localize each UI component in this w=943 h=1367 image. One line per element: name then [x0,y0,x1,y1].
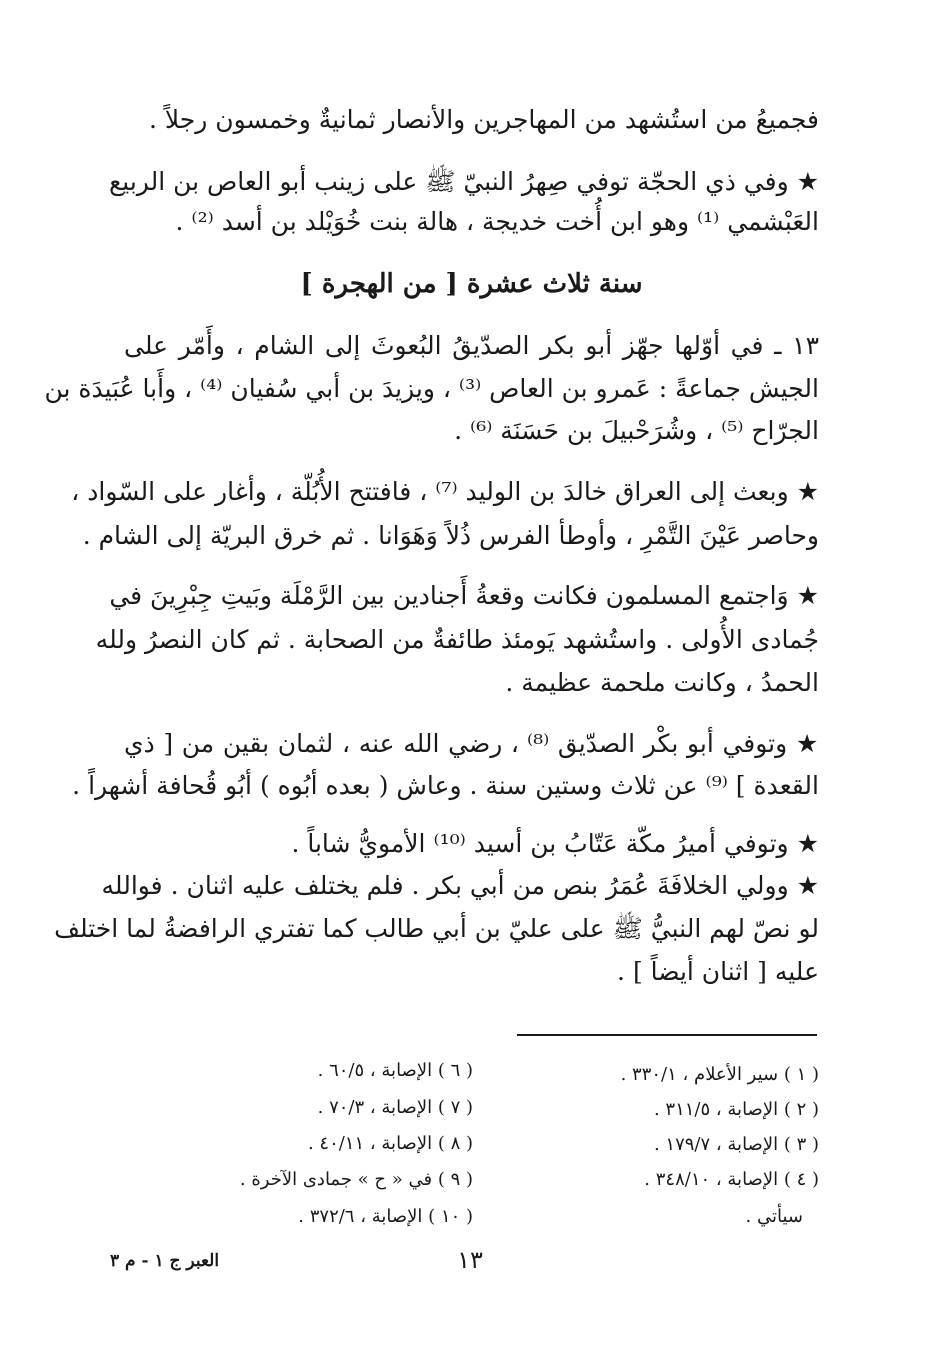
footnote: ( ٤ ) الإصابة ، ٣٤٨/١٠ . [644,1169,819,1190]
body-line: الجيش جماعةً : عَمرو بن العاص ⁽³⁾ ، ويزيدَ بن أبي سُفيان ⁽⁴⁾ ، وأَبا عُبَيدَة بن [44,374,819,403]
body-line: وحاصر عَيْنَ التَّمْرِ ، وأوطأ الفرس ذُلاً وَهَوَانا . ثم خرق البريّة إلى الشام . [82,521,819,550]
body-line: العَبْشمي ⁽¹⁾ وهو ابن أُخت خديجة ، هالة بنت خُوَيْلد بن أسد ⁽²⁾ . [175,207,819,236]
body-line: ★ وتوفي أميرُ مكّة عَتّابُ بن أسيد ⁽¹⁰⁾ الأمويُّ شاباً . [291,829,819,858]
section-heading: سنة ثلاث عشرة [ من الهجرة ] [300,269,643,299]
footnote: ( ١ ) سير الأعلام ، ٣٣٠/١ . [620,1064,819,1085]
body-line: لو نصّ لهم النبيُّ ﷺ على عليّ بن أبي طالب كما تفتري الرافضةُ لما اختلف [54,914,819,943]
body-line: ★ وفي ذي الحجّة توفي صِهرُ النبيّ ﷺ على زينب أبو العاص بن الربيع [108,167,819,196]
footnote: ( ١٠ ) الإصابة ، ٣٧٢/٦ . [298,1206,473,1227]
footnote: ( ٧ ) الإصابة ، ٧٠/٣ . [317,1097,473,1118]
body-line: الجرّاح ⁽⁵⁾ ، وشُرَحْبيلَ بن حَسَنَة ⁽⁶⁾ . [454,416,819,445]
body-line: ١٣ ـ في أوّلها جهّز أبو بكر الصدّيقُ البُعوثَ إلى الشام ، وأَمّر على [124,331,819,360]
body-line: ★ وتوفي أبو بكْر الصدّيق ⁽⁸⁾ ، رضي الله عنه ، لثمان بقين من [ ذي [124,729,819,758]
body-line: ★ وبعث إلى العراق خالدَ بن الوليد ⁽⁷⁾ ، فافتتح الأُبُلّة ، وأغار على السّواد ، [71,477,819,506]
body-line: عليه [ اثنان أيضاً ] . [617,957,819,986]
body-line: الحمدُ ، وكانت ملحمة عظيمة . [505,668,819,697]
footnote: ( ٨ ) الإصابة ، ٤٠/١١ . [307,1133,473,1154]
footnote: سيأتي . [745,1206,803,1227]
body-line: ★ وولي الخلافَةَ عُمَرُ بنص من أبي بكر . فلم يختلف عليه اثنان . فوالله [101,871,819,900]
footnote: ( ٢ ) الإصابة ، ٣١١/٥ . [653,1099,819,1120]
footnote: ( ٣ ) الإصابة ، ١٧٩/٧ . [653,1134,819,1155]
footnote-divider [517,1034,817,1036]
body-line: ★ وَاجتمع المسلمون فكانت وقعةُ أَجنادين بين الرَّمْلَة وبَيتِ جِبْرِينَ في [109,581,819,610]
body-line: القعدة ] ⁽⁹⁾ عن ثلاث وستين سنة . وعاش ( بعده أبُوه ) أبُو قُحافة أشهراً . [72,771,819,800]
body-line: فجميعُ من استُشهد من المهاجرين والأنصار ثمانيةٌ وخمسون رجلاً . [148,105,819,134]
printer-signature: العبر ج ١ - م ٣ [110,1251,220,1271]
body-line: جُمادى الأُولى . واستُشهد يَومئذ طائفةٌ من الصحابة . ثم كان النصرُ ولله [95,625,819,654]
footnote: ( ٦ ) الإصابة ، ٦٠/٥ . [317,1060,473,1081]
footnote: ( ٩ ) في « ح » جمادى الآخرة . [239,1169,473,1190]
page-number: ١٣ [457,1246,483,1274]
